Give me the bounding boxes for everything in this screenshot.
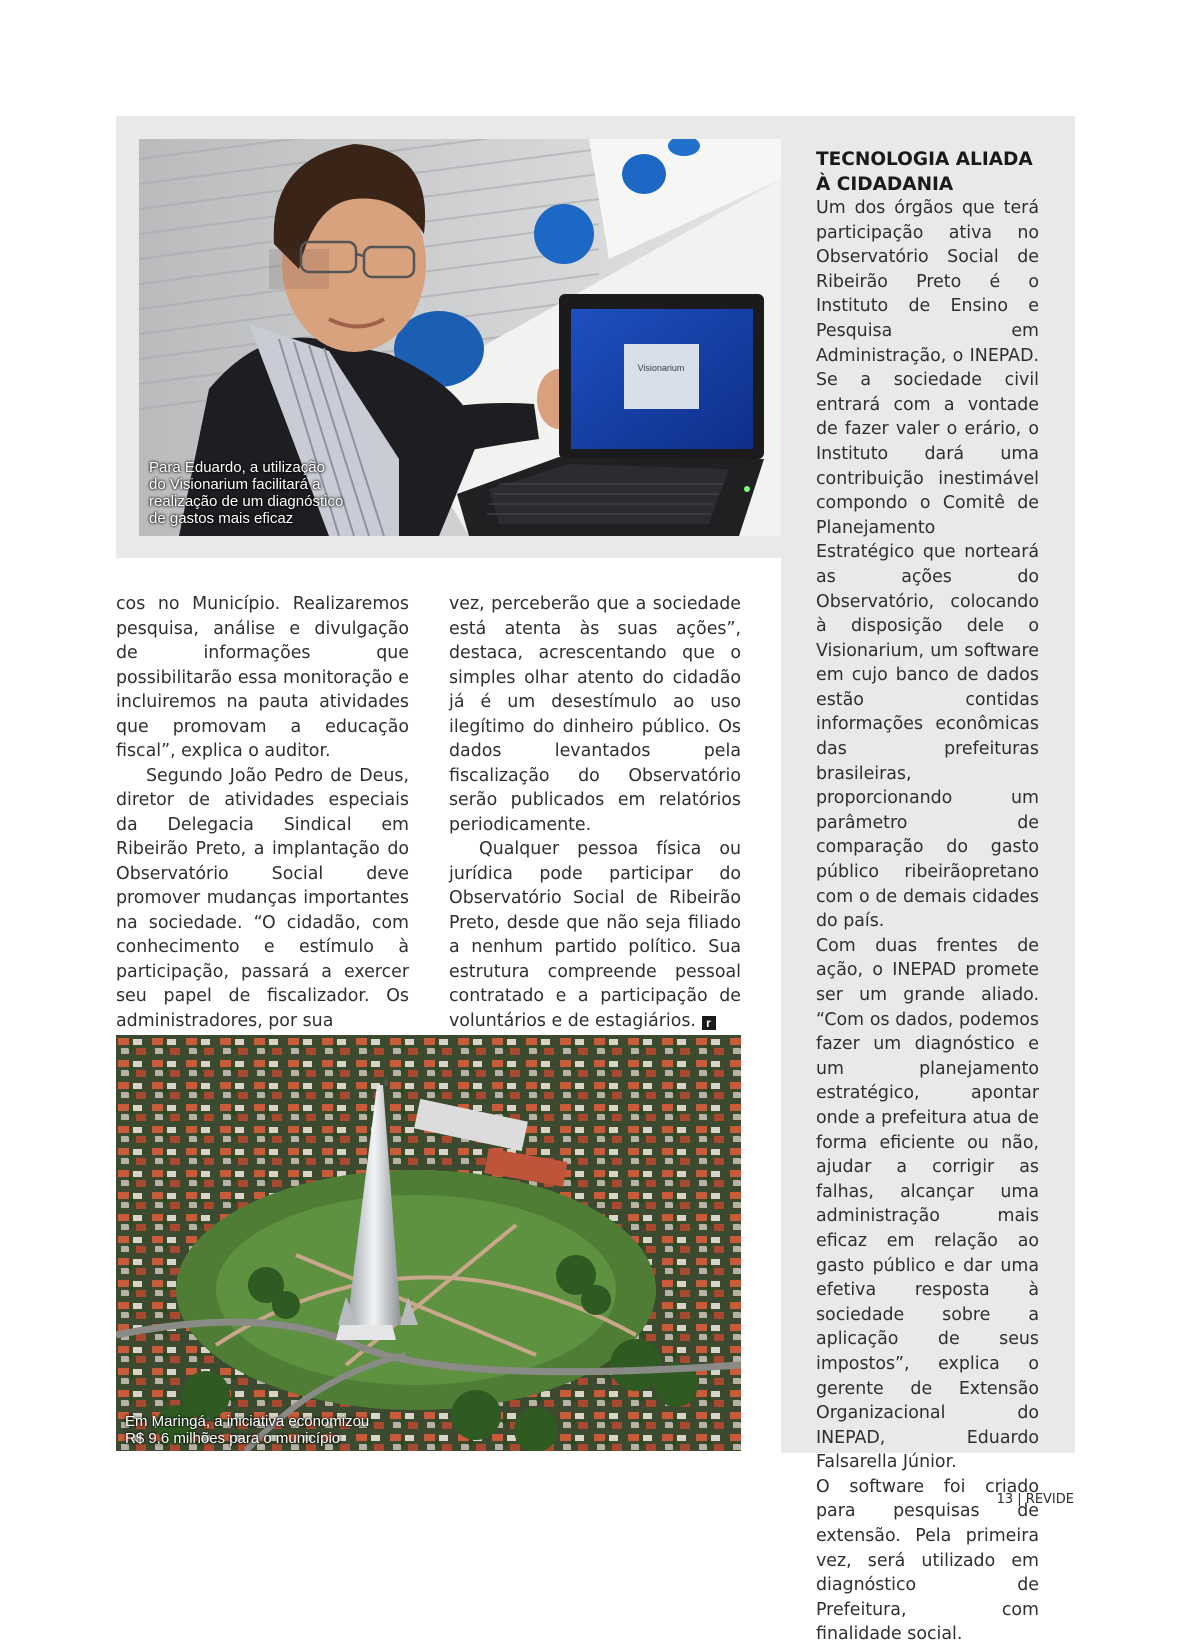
- photo-eduardo-laptop: [139, 139, 781, 536]
- sidebar-paragraph: Com duas frentes de ação, o INEPAD promete ser um grande aliado. “Com os dados, podemos fazer um diagnóstico e um planejamento estratégico, apontar onde a prefeitura atua de forma eficiente ou não, ajudar a corrigir as falhas, alcançar uma administração mais eficaz em relação ao gasto público e dar uma efetiva resposta à sociedade sobre a aplicação de seus impostos”, explica o gerente de Extensão Organizacional do INEPAD, Eduardo Falsarella Júnior.: [816, 935, 1039, 1473]
- photo-maringa-illustration: [116, 1035, 741, 1451]
- photo-eduardo-caption: Para Eduardo, a utilização do Visionarium facilitará a realização de um diagnóstico de gastos mais eficaz: [149, 459, 344, 527]
- sidebar-title: TECNOLOGIA ALIADA À CIDADANIA: [816, 149, 1033, 195]
- page-folio: 13 | REVIDE: [996, 1492, 1074, 1507]
- sidebar-paragraph: O software foi criado para pesquisas de extensão. Pela primeira vez, será utilizado em diagnóstico de Prefeitura, com finalidade social.: [816, 1476, 1039, 1645]
- article-column-left: [116, 592, 409, 1033]
- article-paragraph: vez, perceberão que a sociedade está atenta às suas ações”, destaca, acrescentando que o simples olhar atento do cidadão já é um desestímulo ao uso ilegítimo do dinheiro público. Os dados levantados pela fiscalização do Observatório serão publicados em relatórios periodicamente.: [449, 594, 741, 835]
- photo-maringa-aerial: [116, 1035, 741, 1451]
- screen-logo-text: Visionarium: [637, 363, 685, 373]
- photo-maringa-caption: Em Maringá, a iniciativa economizou R$ 9,6 milhões para o município: [125, 1413, 370, 1447]
- revide-end-mark-icon: r: [702, 1016, 716, 1030]
- article-paragraph-last: [449, 837, 741, 1033]
- article-paragraph: Segundo João Pedro de Deus, diretor de atividades especiais da Delegacia Sindical em Ribeirão Preto, a implantação do Observatório Social deve promover mudanças importantes na sociedade. “O cidadão, com conhecimento e estímulo à participação, passará a exercer seu papel de fiscalizador. Os administradores, por sua: [116, 765, 409, 1031]
- article-paragraph-text: Qualquer pessoa física ou jurídica pode participar do Observatório Social de Ribeirão Preto, desde que não seja filiado a nenhum partido político. Sua estrutura compreende pessoal contratado e a participação de voluntários e de estagiários.: [449, 839, 741, 1031]
- article-column-middle: [449, 592, 741, 1033]
- article-paragraph: cos no Município. Realizaremos pesquisa, análise e divulgação de informações que possibilitarão essa monitoração e incluiremos na pauta atividades que promovam a educação fiscal”, explica o auditor.: [116, 594, 409, 761]
- sidebar-paragraph: Um dos órgãos que terá participação ativa no Observatório Social de Ribeirão Preto é o Instituto de Ensino e Pesquisa em Administração, o INEPAD. Se a sociedade civil entrará com a vontade de fazer valer o erário, o Instituto dará uma contribuição inestimável compondo o Comitê de Planejamento Estratégico que norteará as ações do Observatório, colocando à disposição dele o Visionarium, um software em cujo banco de dados estão contidas informações econômicas das prefeituras brasileiras, proporcionando um parâmetro de comparação do gasto público ribeirãopretano com o de demais cidades do país.: [816, 198, 1039, 932]
- sidebar-body: [816, 196, 1039, 1647]
